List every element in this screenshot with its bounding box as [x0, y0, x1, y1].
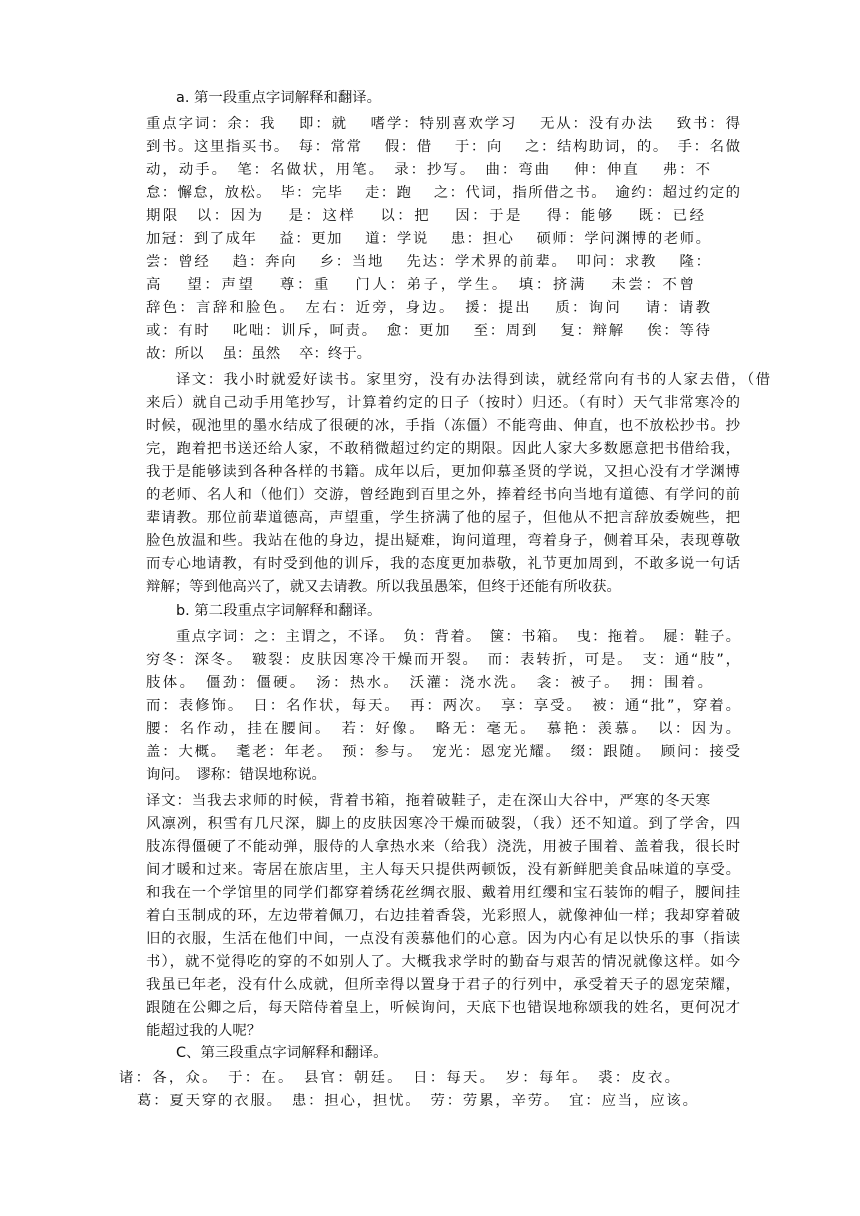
text-line: 而专心地请教，有时受到他的训斥，我的态度更加恭敬，礼节更加周到，不敢多说一句话: [146, 556, 741, 572]
text-line: 动，动手。 笔：名做状，用笔。 录：抄写。 曲：弯曲 伸：伸直 弗：不: [146, 162, 713, 178]
text-line: 辈请教。那位前辈道德高，声望重，学生挤满了他的屋子，但他从不把言辞放委婉些，把: [146, 510, 741, 526]
text-line: 辩解；等到他高兴了，就又去请教。所以我虽愚笨，但终于还能有所收获。: [146, 579, 621, 595]
text-line: 期限 以：因为 是：这样 以：把 因：于是 得：能够 既：已经: [146, 208, 707, 224]
text-line: 而：表修饰。 日：名作状，每天。 再：两次。 享：享受。 被：通“批”，穿着。: [146, 698, 742, 714]
text-line: 重点字词：之：主谓之，不译。 负：背着。 箧：书箱。 曳：拖着。 屣：鞋子。: [176, 629, 742, 645]
text-line: 怠：懈怠，放松。 毕：完毕 走：跑 之：代词，指所借之书。 逾约：超过约定的: [146, 185, 742, 201]
text-line: 译文：当我去求师的时候，背着书箱，拖着破鞋子，走在深山大谷中，严寒的冬天寒: [146, 793, 711, 809]
text-line: 风凛冽，积雪有几尺深，脚上的皮肤因寒冷干燥而破裂，（我）还不知道。到了学舍，四: [146, 816, 742, 832]
text-line: 和我在一个学馆里的同学们都穿着绣花丝绸衣服、戴着用红缨和宝石装饰的帽子，腰间挂: [146, 885, 741, 901]
text-line: 跟随在公卿之后，每天陪侍着皇上，听候询问，天底下也错误地称颂我的姓名，更何况才: [146, 1000, 741, 1016]
text-line: 我于是能够读到各种各样的书籍。成年以后，更加仰慕圣贤的学说，又担心没有才学渊博: [146, 464, 741, 480]
text-line: 故：所以 虽：虽然 卒：终于。: [146, 346, 372, 362]
text-line: 询问。 谬称：错误地称说。: [146, 767, 326, 783]
text-line: 或：有时 叱咄：训斥，呵责。 愈：更加 至：周到 复：辩解 俟：等待: [146, 323, 712, 339]
text-line: 我虽已年老，没有什么成就，但所幸得以置身于君子的行列中，承受着天子的恩宠荣耀，: [146, 977, 741, 993]
text-line: 穷冬：深冬。 皲裂：皮肤因寒冷干燥而开裂。 而：表转折，可是。 支：通“肢”，: [146, 652, 742, 668]
text-line: 重点字词：余：我 即：就 嗜学：特别喜欢学习 无从：没有办法 致书：得: [146, 116, 742, 132]
text-line: 的老师、名人和（他们）交游，曾经跑到百里之外，捧着经书向当地有道德、有学问的前: [146, 487, 741, 503]
text-line: b. 第二段重点字词解释和翻译。: [176, 603, 382, 619]
text-line: 高 望：声望 尊：重 门人：弟子，学生。 填：挤满 未尝：不曾: [146, 277, 697, 293]
text-line: 能超过我的人呢？: [146, 1023, 262, 1039]
text-line: 旧的衣服，生活在他们中间，一点没有羡慕他们的心意。因为内心有足以快乐的事（指读: [146, 931, 741, 947]
text-line: C、第三段重点字词解释和翻译。: [176, 1045, 388, 1061]
text-line: 书），就不觉得吃的穿的不如别人了。大概我求学时的勤奋与艰苦的情况就像这样。如今: [146, 954, 742, 970]
text-line: 译文：我小时就爱好读书。家里穷，没有办法得到读，就经常向有书的人家去借，（借: [176, 372, 772, 388]
text-line: 葛：夏天穿的衣服。 患：担心，担忧。 劳：劳累，辛劳。 宜：应当，应该。: [137, 1093, 699, 1109]
text-line: 尝：曾经 趋：奔向 乡：当地 先达：学术界的前辈。 叩问：求教 隆：: [146, 254, 712, 270]
text-line: 盖：大概。 耄老：年老。 预：参与。 宠光：恩宠光耀。 缀：跟随。 顾问：接受: [146, 744, 742, 760]
text-line: 着白玉制成的环，左边带着佩刀，右边挂着香袋，光彩照人，就像神仙一样；我却穿着破: [146, 908, 741, 924]
text-line: 时候，砚池里的墨水结成了很硬的冰，手指（冻僵）不能弯曲、伸直，也不放松抄书。抄: [146, 418, 741, 434]
text-line: 到书。这里指买书。 每：常常 假：借 于：向 之：结构助词，的。 手：名做: [146, 139, 742, 155]
text-line: 肢体。 僵劲：僵硬。 汤：热水。 沃灌：浇水洗。 衾：被子。 拥：围着。: [146, 675, 715, 691]
text-line: 腰：名作动，挂在腰间。 若：好像。 略无：毫无。 慕艳：羡慕。 以：因为。: [146, 721, 743, 737]
text-line: 辞色：言辞和脸色。 左右：近旁，身边。 援：提出 质：询问 请：请教: [146, 300, 713, 316]
text-line: 肢冻得僵硬了不能动弹，服侍的人拿热水来（给我）浇洗，用被子围着、盖着我，很长时: [146, 839, 741, 855]
text-line: 来后）就自己动手用笔抄写，计算着约定的日子（按时）归还。（有时）天气非常寒冷的: [146, 395, 742, 411]
text-line: a. 第一段重点字词解释和翻译。: [176, 90, 382, 106]
text-line: 间才暖和过来。寄居在旅店里，主人每天只提供两顿饭，没有新鲜肥美食品味道的享受。: [146, 862, 741, 878]
text-line: 脸色放温和些。我站在他的身边，提出疑难，询问道理，弯着身子，侧着耳朵，表现尊敬: [146, 533, 741, 549]
text-line: 完，跑着把书送还给人家，不敢稍微超过约定的期限。因此人家大多数愿意把书借给我，: [146, 441, 741, 457]
text-line: 诸：各，众。 于：在。 县官：朝廷。 日：每天。 岁：每年。 裘：皮衣。: [119, 1070, 682, 1086]
text-line: 加冠：到了成年 益：更加 道：学说 患：担心 硕师：学问渊博的老师。: [146, 231, 712, 247]
